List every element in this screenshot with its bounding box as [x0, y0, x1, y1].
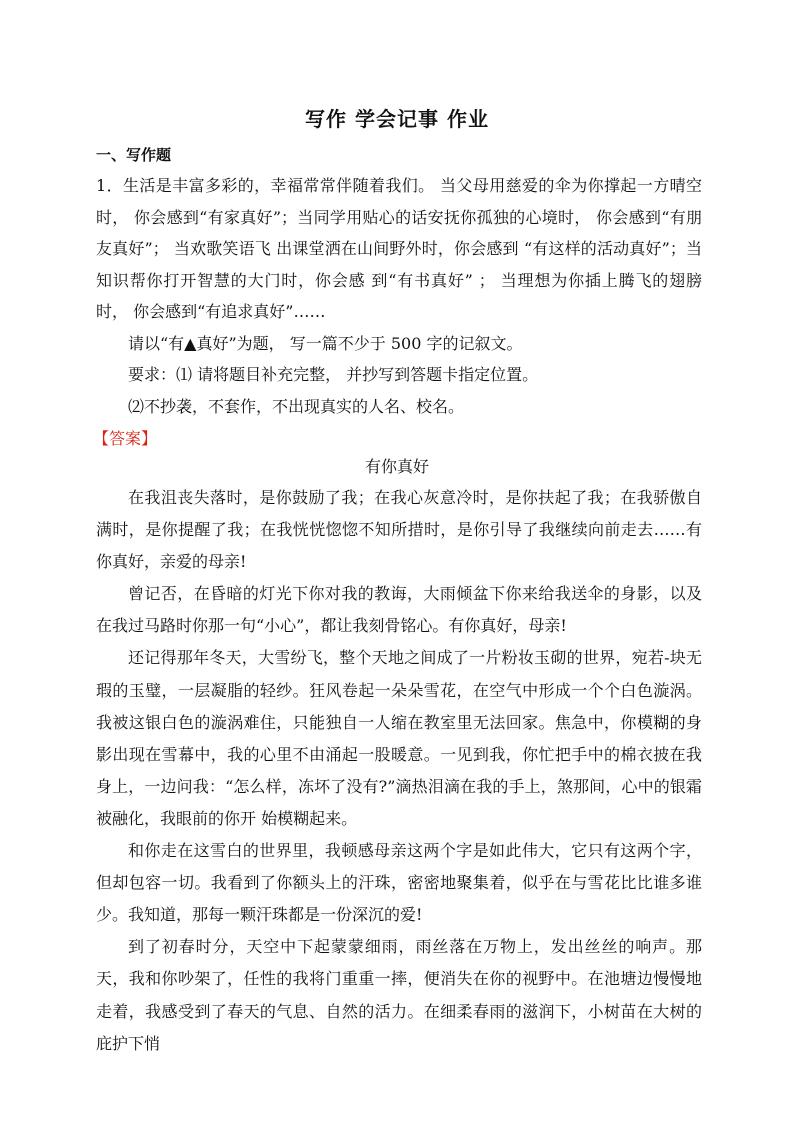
essay-paragraph: 在我沮丧失落时，是你鼓励了我；在我心灰意冷时，是你扶起了我；在我骄傲自满时，是你提醒了我；在我恍恍惚惚不知所措时，是你引导了我继续向前走去……有你真好，亲爱的母亲! — [96, 488, 702, 572]
answer-label: 【答案】 — [93, 429, 158, 448]
essay-paragraph: 和你走在这雪白的世界里，我顿感母亲这两个字是如此伟大，它只有这两个字，但却包容一切。我看到了你额头上的汗珠，密密地聚集着，似乎在与雪花比比谁多谁少。我知道，那每一颗汗珠都是一份深沉的爱! — [96, 841, 702, 925]
question-text: 1．生活是丰富多彩的，幸福常常伴随着我们。 当父母用慈爱的伞为你撑起一方晴空时， 你会感到“有家真好”；当同学用贴心的话安抚你孤独的心境时， 你会感到“有朋友真好”； 当欢歌笑语飞 出课堂洒在山间野外时，你会感到 “有这样的活动真好”；当知识帮你打开智慧的大门时，你会感 到“有书真好” ； 当理想为你插上腾飞的翅膀时， 你会感到“有追求真好”…… — [96, 176, 702, 321]
requirement-1: 要求：⑴ 请将题目补充完整， 并抄写到答题卡指定位置。 — [128, 365, 539, 384]
essay-body — [96, 482, 702, 1060]
question-block — [96, 170, 702, 422]
essay-paragraph: 还记得那年冬天，大雪纷飞，整个天地之间成了一片粉妆玉砌的世界，宛若-块无瑕的玉璧，一层凝脂的轻纱。狂风卷起一朵朵雪花，在空气中形成一个个白色漩涡。我被这银白色的漩涡难住，只能独自一人缩在教室里无法回家。焦急中，你模糊的身影出现在雪幕中，我的心里不由涌起一股暖意。一见到我，你忙把手中的棉衣披在我身上，一边问我：“怎么样，冻坏了没有?”滴热泪滴在我的手上，煞那间，心中的银霜被融化，我眼前的你开 始模糊起来。 — [96, 648, 702, 828]
requirement-2: ⑵不抄袭，不套作，不出现真实的人名、校名。 — [128, 396, 465, 416]
section-heading: 一、写作题 — [96, 146, 172, 164]
page-title: 写作 学会记事 作业 — [305, 107, 489, 131]
essay-paragraph: 到了初春时分，天空中下起蒙蒙细雨，雨丝落在万物上，发出丝丝的响声。那天，我和你吵架了，任性的我将门重重一摔，便消失在你的视野中。在池塘边慢慢地走着，我感受到了春天的气息、自然的活力。在细柔春雨的滋润下，小树苗在大树的庇护下悄 — [96, 937, 702, 1053]
question-prompt: 请以“有▲真好”为题， 写一篇不少于 500 字的记叙文。 — [128, 333, 523, 353]
essay-paragraph: 曾记否，在昏暗的灯光下你对我的教诲，大雨倾盆下你来给我送伞的身影，以及在我过马路时你那一句“小心”，都让我刻骨铭心。有你真好，母亲! — [96, 584, 702, 636]
essay-title: 有你真好 — [364, 457, 429, 476]
